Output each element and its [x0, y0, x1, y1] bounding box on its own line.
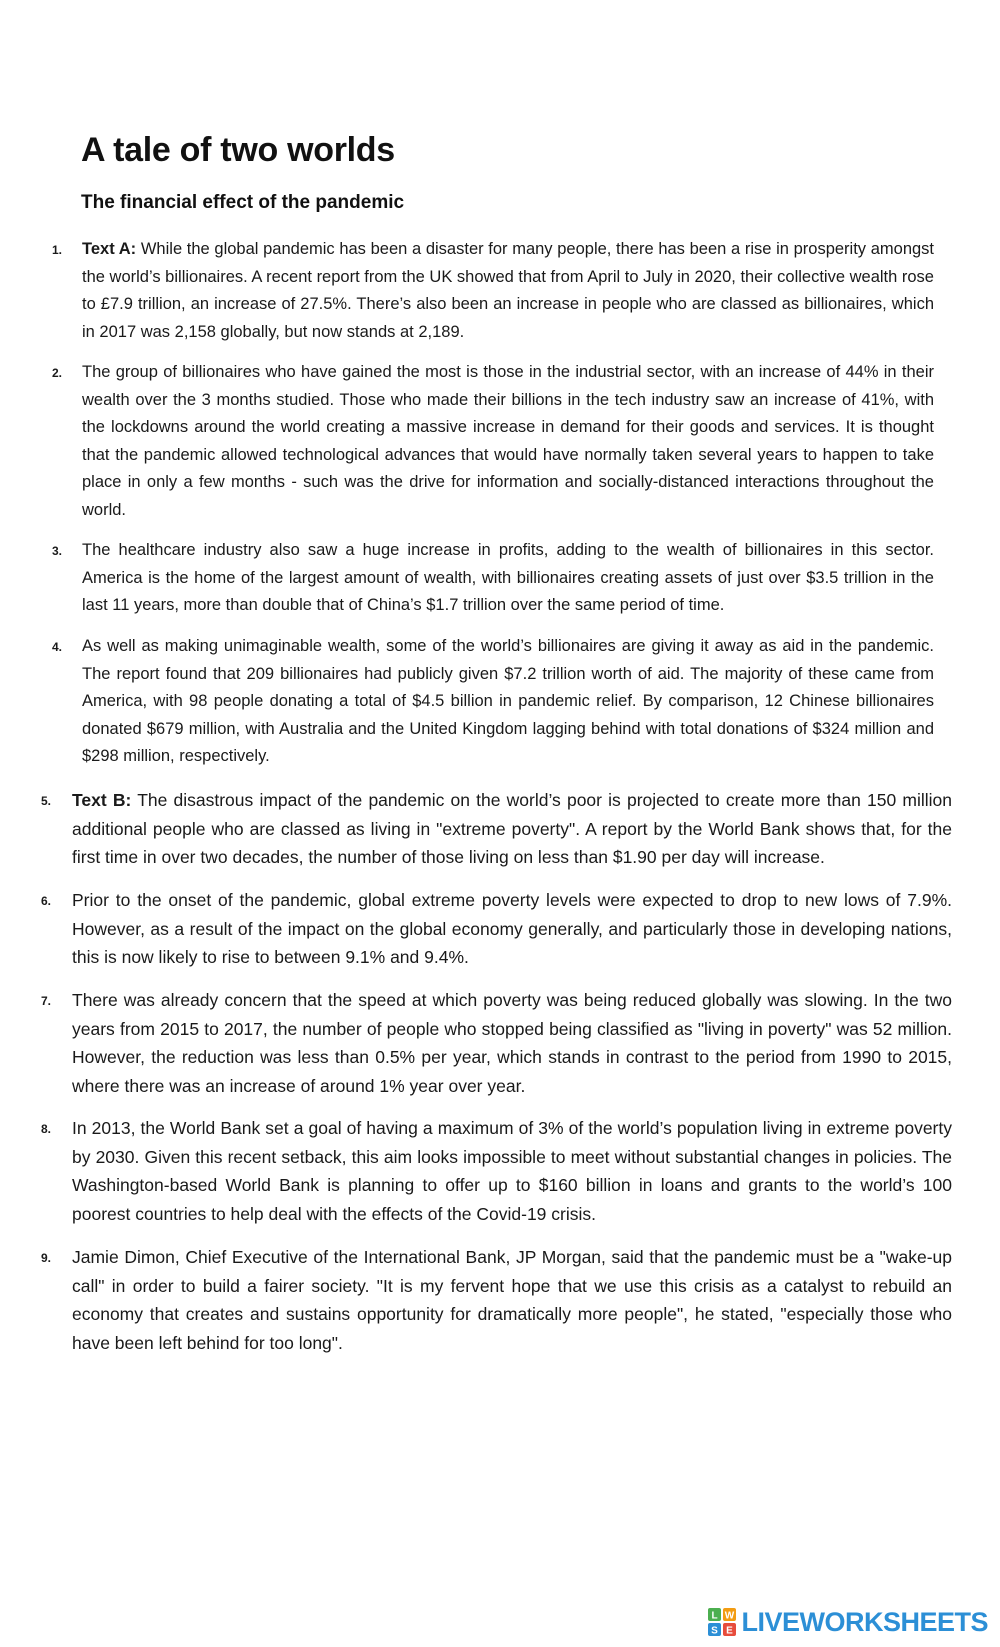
paragraph-2: [52, 359, 934, 524]
svg-text:E: E: [726, 1625, 734, 1636]
paragraph-5: [41, 786, 952, 872]
paragraph-8: [41, 1114, 952, 1228]
liveworksheets-logo: [708, 1608, 988, 1636]
paragraph-number: 3.: [52, 544, 63, 558]
page-title: A tale of two worlds: [81, 131, 395, 169]
paragraph-text: The disastrous impact of the pandemic on the world’s poor is projected to create more than 150 million additional people who are classed as living in "extreme poverty". A report by the World Bank shows that, for the first time in over two decades, the number of those living on less than $1.90 per day will increase.: [72, 790, 952, 868]
paragraph-number: 7.: [41, 994, 52, 1008]
svg-text:W: W: [725, 1610, 735, 1622]
paragraph-number: 6.: [41, 894, 52, 908]
paragraph-lead: Text A:: [82, 240, 137, 258]
paragraph-text: In 2013, the World Bank set a goal of having a maximum of 3% of the world’s population living in extreme poverty by 2030. Given this recent setback, this aim looks impossible to meet without substantial changes in policies. The Washington-based World Bank is planning to offer up to $160 billion in loans and grants to the world’s 100 poorest countries to help deal with the effects of the Covid-19 crisis.: [72, 1118, 952, 1224]
paragraph-9: [41, 1243, 952, 1357]
paragraph-number: 2.: [52, 366, 63, 380]
svg-text:S: S: [711, 1625, 719, 1636]
paragraph-text: While the global pandemic has been a disaster for many people, there has been a rise in prosperity amongst the world’s billionaires. A recent report from the UK showed that from April to July in 2020, their collective wealth rose to £7.9 trillion, an increase of 27.5%. There’s also been an increase in people who are classed as billionaires, which in 2017 was 2,158 globally, but now stands at 2,189.: [82, 240, 935, 341]
paragraph-7: [41, 986, 952, 1100]
paragraph-text: There was already concern that the speed at which poverty was being reduced globally was slowing. In the two years from 2015 to 2017, the number of people who stopped being classified as "living in poverty" was 52 million. However, the reduction was less than 0.5% per year, which stands in contrast to the period from 1990 to 2015, where there was an increase of around 1% year over year.: [72, 990, 952, 1096]
paragraph-text: Jamie Dimon, Chief Executive of the International Bank, JP Morgan, said that the pandemic must be a "wake-up call" in order to build a fairer society. "It is my fervent hope that we use this crisis as a catalyst to rebuild an economy that creates and sustains opportunity for dramatically more people", he stated, "especially those who have been left behind for too long".: [72, 1247, 952, 1353]
liveworksheets-logo-icon: [708, 1608, 736, 1636]
paragraph-text: The healthcare industry also saw a huge increase in profits, adding to the wealth of billionaires in this sector. America is the home of the largest amount of wealth, with billionaires creating assets of just over $3.5 trillion in the last 11 years, more than double that of China’s $1.7 trillion over the same period of time.: [82, 541, 934, 614]
paragraph-4: [52, 633, 934, 771]
paragraph-number: 9.: [41, 1251, 52, 1265]
svg-text:L: L: [711, 1610, 719, 1622]
paragraph-number: 1.: [52, 243, 63, 257]
paragraph-number: 5.: [41, 794, 52, 808]
paragraph-text: Prior to the onset of the pandemic, global extreme poverty levels were expected to drop to new lows of 7.9%. However, as a result of the impact on the global economy generally, and particularly those in developing nations, this is now likely to rise to between 9.1% and 9.4%.: [72, 890, 952, 968]
paragraph-text: The group of billionaires who have gained the most is those in the industrial sector, with an increase of 44% in their wealth over the 3 months studied. Those who made their billions in the tech industry saw an increase of 41%, with the lockdowns around the world creating a massive increase in demand for their goods and services. It is thought that the pandemic allowed technological advances that would have normally taken several years to happen to take place in only a few months - such was the drive for information and socially-distanced interactions throughout the world.: [82, 363, 934, 519]
brand-name: LIVEWORKSHEETS: [741, 1606, 988, 1637]
paragraph-lead: Text B:: [72, 790, 132, 810]
page-subtitle: The financial effect of the pandemic: [81, 192, 405, 213]
paragraph-3: [52, 537, 934, 620]
paragraph-text: As well as making unimaginable wealth, some of the world’s billionaires are giving it away as aid in the pandemic. The report found that 209 billionaires had publicly given $7.2 trillion worth of aid. The majority of these came from America, with 98 people donating a total of $4.5 billion in pandemic relief. By comparison, 12 Chinese billionaires donated $679 million, with Australia and the United Kingdom lagging behind with total donations of $324 million and $298 million, respectively.: [82, 637, 934, 765]
paragraph-number: 8.: [41, 1122, 52, 1136]
paragraph-6: [41, 886, 952, 972]
paragraph-1: [52, 236, 935, 346]
paragraph-number: 4.: [52, 640, 63, 654]
